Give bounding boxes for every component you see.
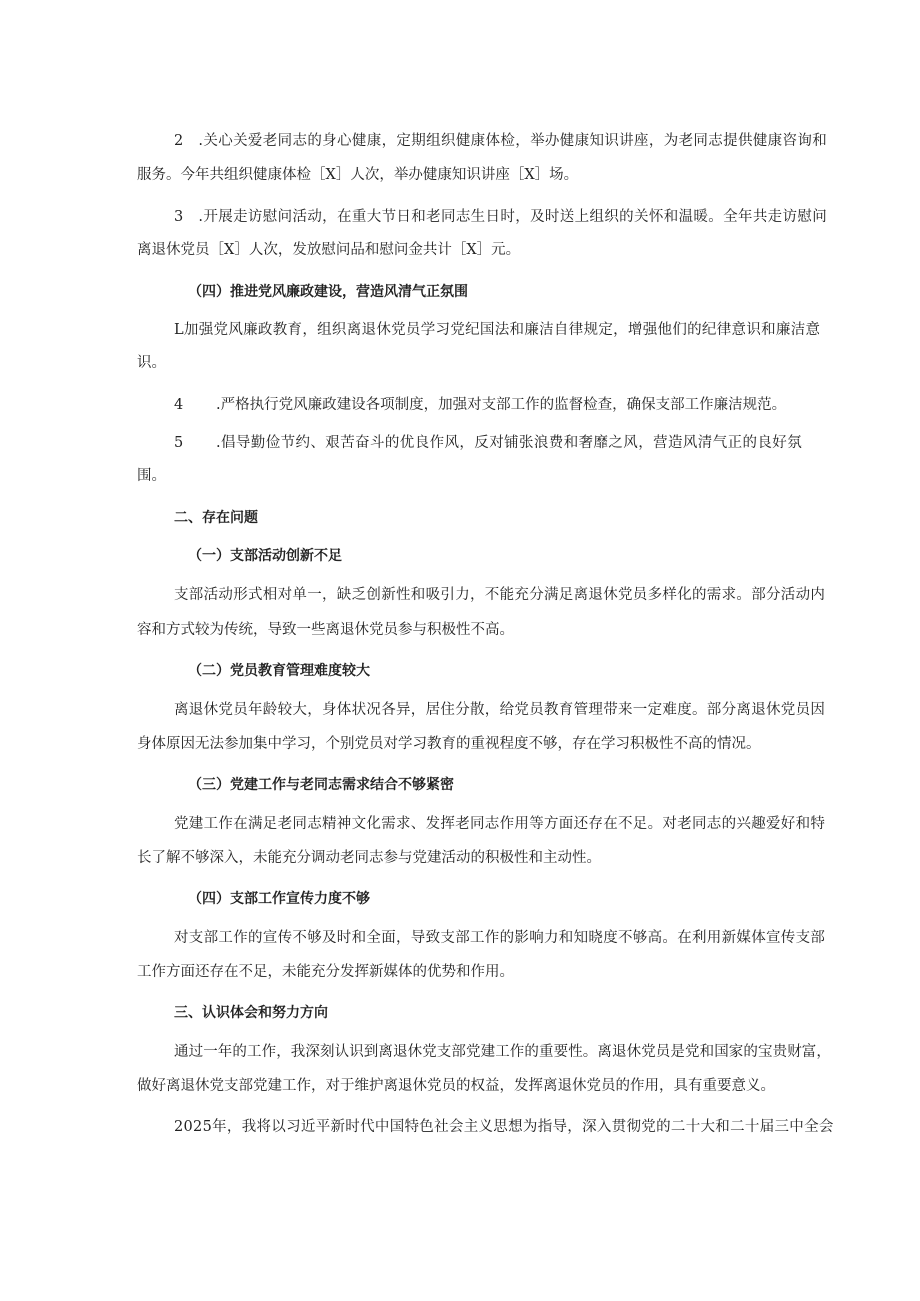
paragraph-line: 通过一年的工作，我深刻认识到离退休党支部党建工作的重要性。离退休党员是党和国家的宝贵财富， xyxy=(174,1044,831,1060)
paragraph-line: 2 .关心关爱老同志的身心健康，定期组织健康体检，举办健康知识讲座，为老同志提供健康咨询和 xyxy=(174,133,828,149)
paragraph-line: L加强党风廉政教育，组织离退休党员学习党纪国法和廉洁自律规定，增强他们的纪律意识和廉洁意 xyxy=(174,322,821,338)
list-number: 5 xyxy=(174,435,184,451)
list-number: 4 xyxy=(174,397,184,413)
chapter-heading: 三、认识体会和努力方向 xyxy=(174,1005,328,1021)
paragraph-line: 身体原因无法参加集中学习，个别党员对学习教育的重视程度不够，存在学习积极性不高的情况。 xyxy=(137,736,761,752)
chapter-heading: 二、存在问题 xyxy=(174,510,258,526)
paragraph-line: 对支部工作的宣传不够及时和全面，导致支部工作的影响力和知晓度不够高。在利用新媒体宣传支部 xyxy=(174,930,826,946)
paragraph-line: .倡导勤俭节约、艰苦奋斗的优良作风，反对铺张浪费和奢靡之风，营造风清气正的良好氛 xyxy=(216,435,803,451)
paragraph-line: 长了解不够深入，未能充分调动老同志参与党建活动的积极性和主动性。 xyxy=(137,850,601,866)
paragraph-line: 容和方式较为传统，导致一些离退休党员参与积极性不高。 xyxy=(137,622,514,638)
section-heading: （三）党建工作与老同志需求结合不够紧密 xyxy=(188,777,454,793)
paragraph-line: 党建工作在满足老同志精神文化需求、发挥老同志作用等方面还存在不足。对老同志的兴趣爱好和特 xyxy=(174,816,826,832)
paragraph-line: 支部活动形式相对单一，缺乏创新性和吸引力，不能充分满足离退休党员多样化的需求。部分活动内 xyxy=(174,587,826,603)
paragraph-line: 3 .开展走访慰问活动，在重大节日和老同志生日时，及时送上组织的关怀和温暖。全年共走访慰问 xyxy=(174,209,828,225)
paragraph-line: .严格执行党风廉政建设各项制度，加强对支部工作的监督检查，确保支部工作廉洁规范。 xyxy=(216,397,787,413)
section-heading: （一）支部活动创新不足 xyxy=(188,548,342,564)
paragraph-line: 做好离退休党支部党建工作，对于维护离退休党员的权益，发挥离退休党员的作用，具有重要意义。 xyxy=(137,1078,775,1094)
paragraph-line: 工作方面还存在不足，未能充分发挥新媒体的优势和作用。 xyxy=(137,964,514,980)
paragraph-line: 2025年，我将以习近平新时代中国特色社会主义思想为指导，深入贯彻党的二十大和二十届三中全会 xyxy=(174,1119,834,1135)
paragraph-line: 离退休党员［X］人次，发放慰问品和慰问金共计［X］元。 xyxy=(137,242,521,258)
section-heading: （二）党员教育管理难度较大 xyxy=(188,663,370,679)
paragraph-line: 识。 xyxy=(137,355,166,371)
paragraph-line: 服务。今年共组织健康体检［X］人次，举办健康知识讲座［X］场。 xyxy=(137,167,579,183)
paragraph-line: 离退休党员年龄较大，身体状况各异，居住分散，给党员教育管理带来一定难度。部分离退休党员因 xyxy=(174,702,826,718)
section-heading: （四）推进党风廉政建设，营造风清气正氛围 xyxy=(188,284,468,300)
section-heading: （四）支部工作宣传力度不够 xyxy=(188,891,370,907)
paragraph-line: 围。 xyxy=(137,468,166,484)
